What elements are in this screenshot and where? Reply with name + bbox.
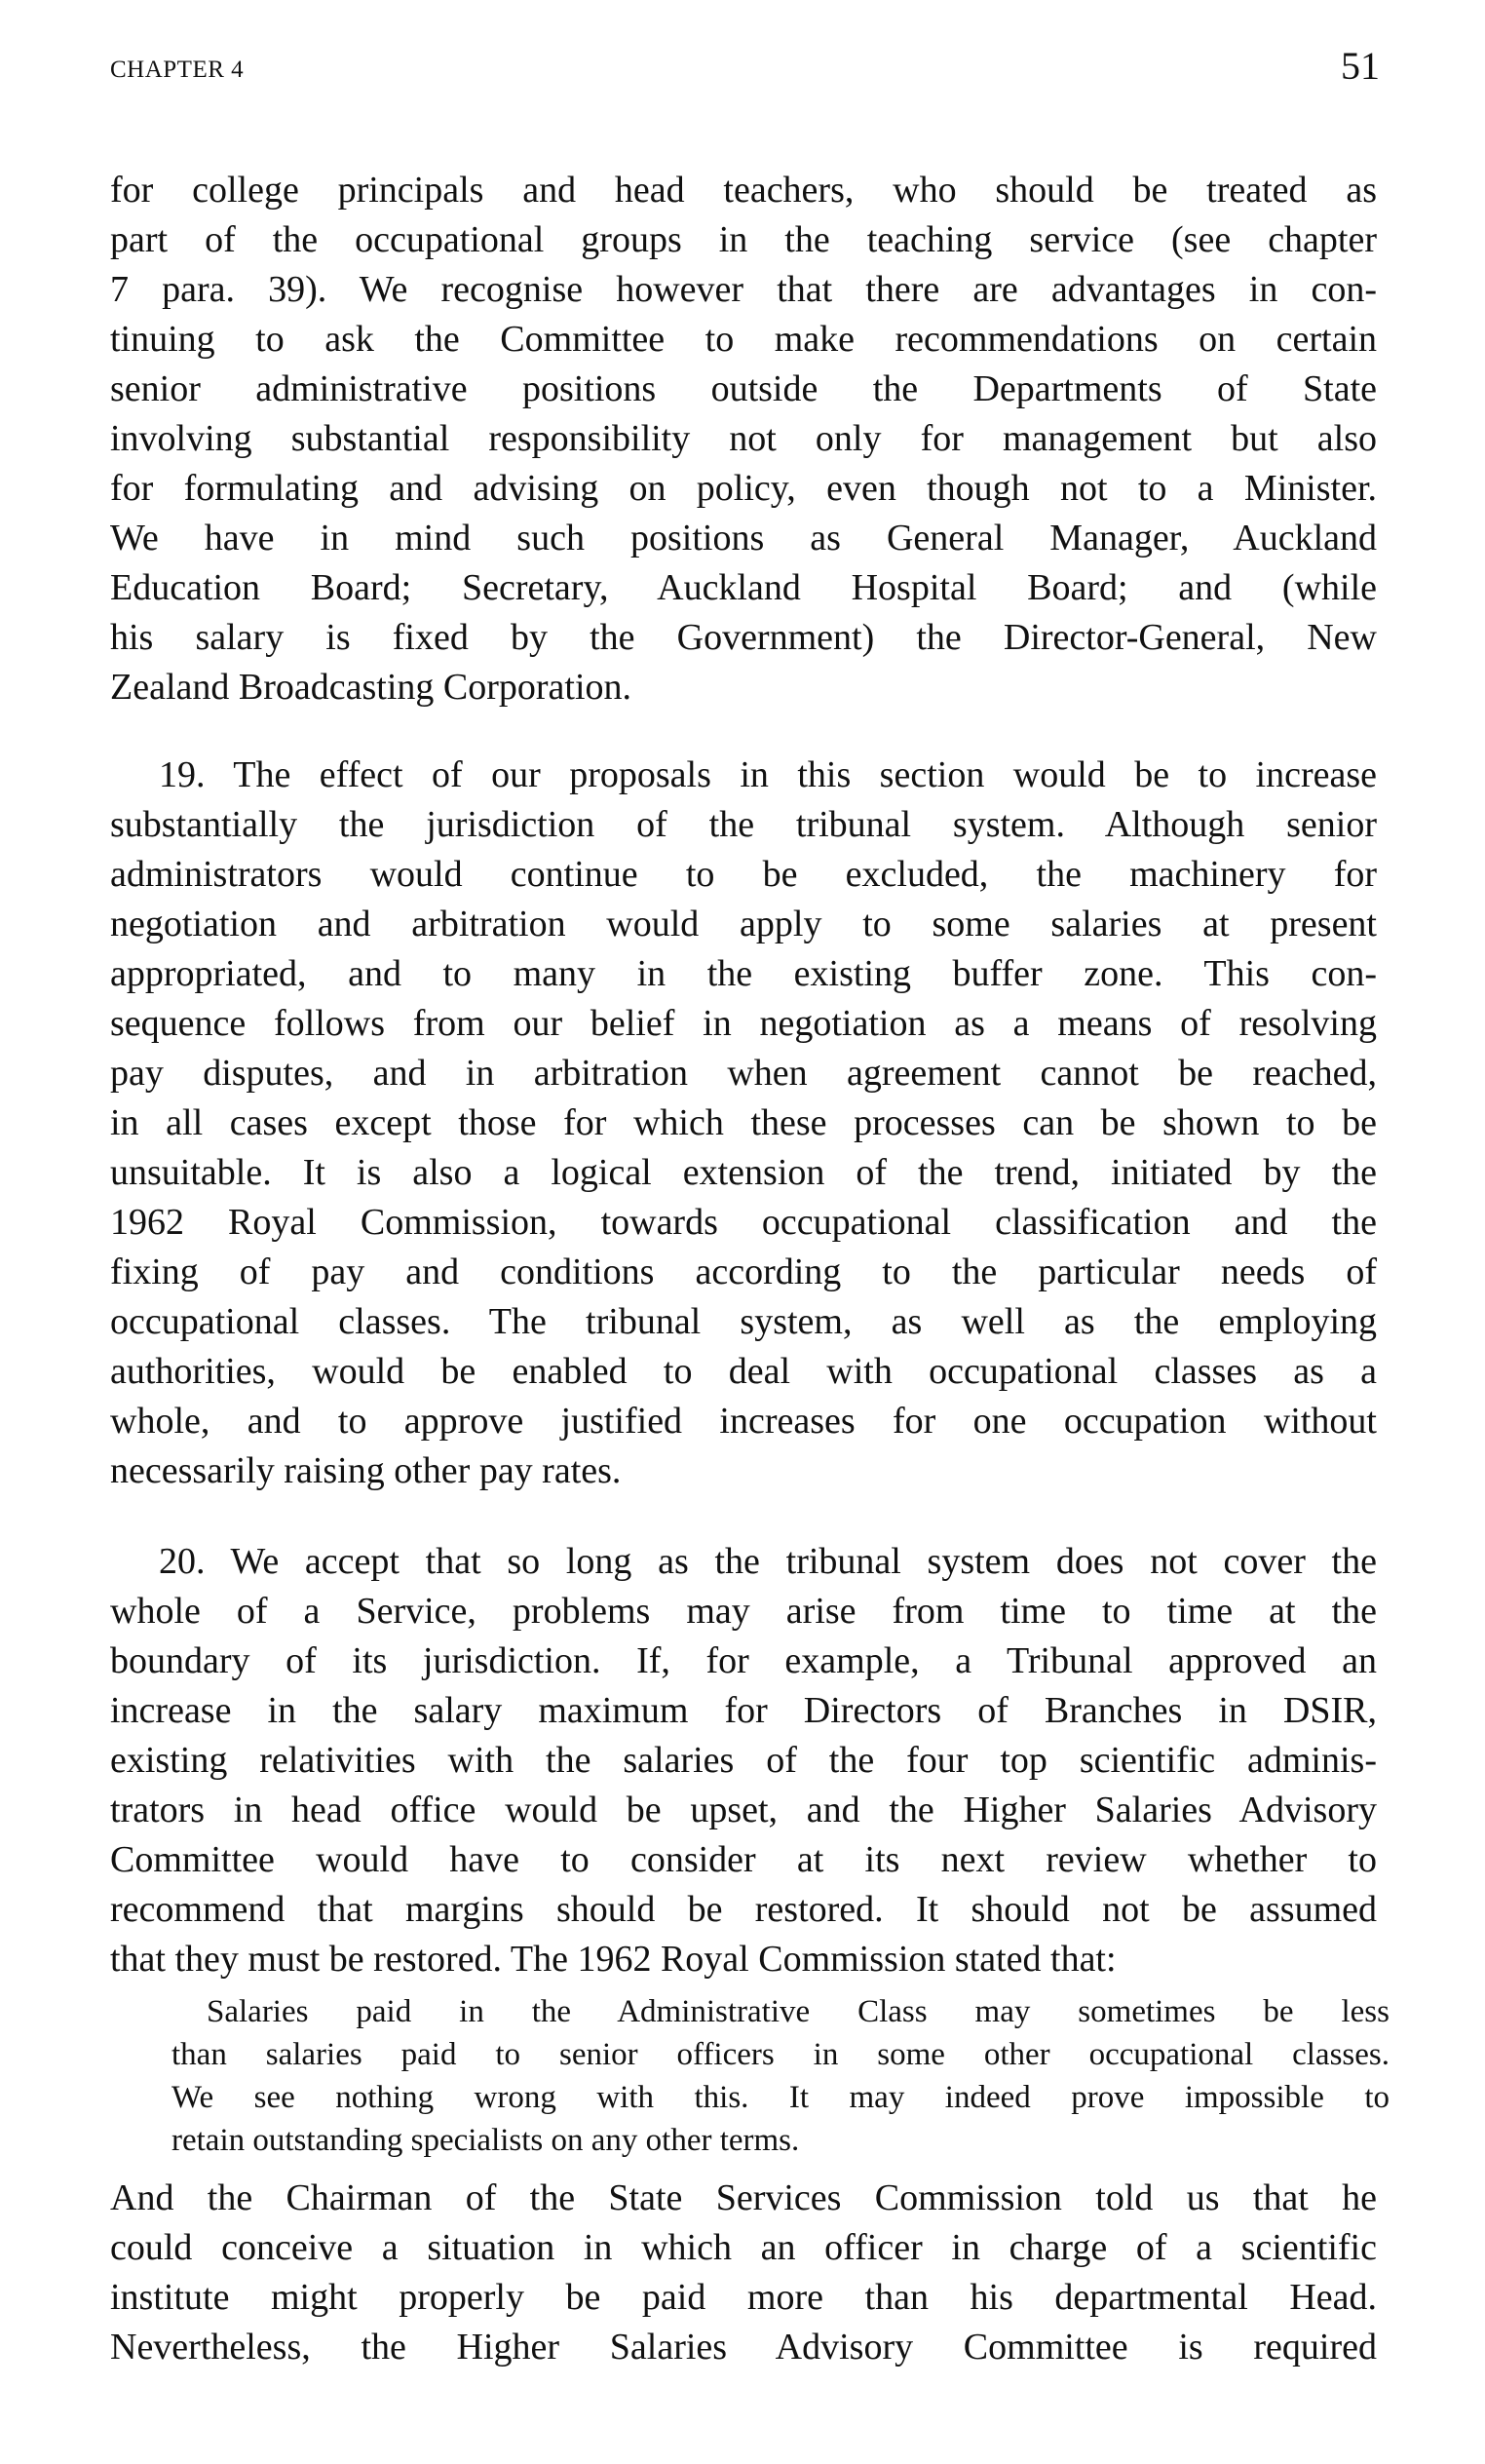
text-line: administrators would continue to be excluded, the machinery for (110, 854, 1377, 895)
text-line: Education Board; Secretary, Auckland Hospital Board; and (while (110, 567, 1377, 608)
block-quote (171, 1990, 1390, 2162)
text-line: negotiation and arbitration would apply to some salaries at present (110, 904, 1377, 944)
text-line: Zealand Broadcasting Corporation. (110, 667, 632, 708)
text-line: could conceive a situation in which an officer in charge of a scientific (110, 2227, 1377, 2268)
text-line: 20. We accept that so long as the tribunal system does not cover the (159, 1541, 1377, 1582)
text-line: institute might properly be paid more than his departmental Head. (110, 2277, 1377, 2318)
text-line: And the Chairman of the State Services Commission told us that he (110, 2177, 1377, 2218)
text-line: whole, and to approve justified increases for one occupation without (110, 1401, 1377, 1442)
text-line: Salaries paid in the Administrative Class may sometimes be less (207, 1994, 1390, 2029)
paragraph-continued (110, 166, 1377, 712)
text-line: Nevertheless, the Higher Salaries Advisory Committee is required (110, 2327, 1377, 2368)
text-line: tinuing to ask the Committee to make recommendations on certain (110, 319, 1377, 360)
running-header-chapter: CHAPTER 4 (110, 57, 245, 83)
text-line: authorities, would be enabled to deal with occupational classes as a (110, 1351, 1377, 1392)
text-line: for college principals and head teachers, who should be treated as (110, 170, 1377, 211)
text-line: appropriated, and to many in the existing buffer zone. This con- (110, 953, 1377, 994)
text-line: for formulating and advising on policy, even though not to a Minister. (110, 468, 1377, 509)
text-line: occupational classes. The tribunal system, as well as the employing (110, 1301, 1377, 1342)
text-line: pay disputes, and in arbitration when agreement cannot be reached, (110, 1053, 1377, 1094)
text-line: part of the occupational groups in the teaching service (see chapter (110, 219, 1377, 260)
text-line: than salaries paid to senior officers in some other occupational classes. (171, 2037, 1390, 2072)
text-line: We have in mind such positions as General Manager, Auckland (110, 518, 1377, 558)
text-line: existing relativities with the salaries of the four top scientific adminis- (110, 1740, 1377, 1781)
text-line: trators in head office would be upset, and the Higher Salaries Advisory (110, 1790, 1377, 1830)
text-line: necessarily raising other pay rates. (110, 1450, 622, 1491)
text-line: increase in the salary maximum for Directors of Branches in DSIR, (110, 1690, 1377, 1731)
text-line: in all cases except those for which these processes can be shown to be (110, 1102, 1377, 1143)
text-line: his salary is fixed by the Government) the Director-General, New (110, 617, 1377, 658)
text-line: senior administrative positions outside the Departments of State (110, 368, 1377, 409)
text-line: boundary of its jurisdiction. If, for example, a Tribunal approved an (110, 1640, 1377, 1681)
text-line: involving substantial responsibility not only for management but also (110, 418, 1377, 459)
text-line: Committee would have to consider at its next review whether to (110, 1839, 1377, 1880)
paragraph-closing (110, 2174, 1377, 2372)
text-line: 7 para. 39). We recognise however that there are advantages in con- (110, 269, 1377, 310)
paragraph-20 (110, 1537, 1377, 1984)
text-line: that they must be restored. The 1962 Royal Commission stated that: (110, 1939, 1117, 1980)
text-line: unsuitable. It is also a logical extension of the trend, initiated by the (110, 1152, 1377, 1193)
text-line: retain outstanding specialists on any other terms. (171, 2123, 800, 2158)
text-line: 19. The effect of our proposals in this section would be to increase (159, 754, 1377, 795)
text-line: sequence follows from our belief in negotiation as a means of resolving (110, 1003, 1377, 1044)
text-line: recommend that margins should be restored. It should not be assumed (110, 1889, 1377, 1930)
text-line: 1962 Royal Commission, towards occupational classification and the (110, 1202, 1377, 1243)
text-line: fixing of pay and conditions according to the particular needs of (110, 1251, 1377, 1292)
page-number: 51 (1341, 44, 1380, 88)
text-line: whole of a Service, problems may arise from time to time at the (110, 1591, 1377, 1632)
paragraph-19 (110, 751, 1377, 1496)
text-line: We see nothing wrong with this. It may indeed prove impossible to (171, 2080, 1390, 2115)
text-line: substantially the jurisdiction of the tribunal system. Although senior (110, 804, 1377, 845)
